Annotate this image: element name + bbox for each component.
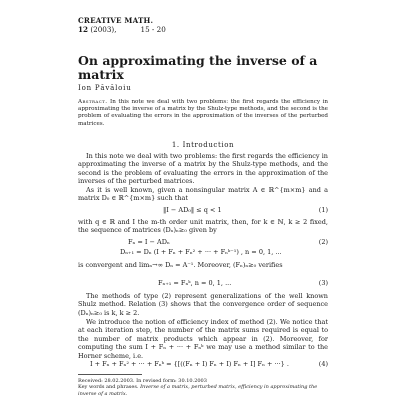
keywords-label: Key words and phrases. <box>78 384 139 391</box>
paragraph-6 <box>78 318 328 360</box>
abstract <box>78 99 328 128</box>
paragraph-1 <box>78 152 328 186</box>
section-title: Introduction <box>182 141 235 149</box>
paragraph-4 <box>78 261 328 269</box>
volume-line <box>78 25 166 34</box>
paragraph-3 <box>78 218 328 235</box>
section-number: 1. <box>171 141 180 149</box>
equation-body: ‖I − AD₀‖ ≤ q < 1 <box>163 206 222 214</box>
paragraph-text: is convergent and limₙ→∞ Dₙ = A⁻¹. Moreover, (Fₙ)ₙ≥₀ verifies <box>78 261 283 269</box>
abstract-text: In this note we deal with two problems: the first regards the efficiency in approximating the inverse of a matrix by the Shulz-type methods, and the second is the problem of evaluating the errors in the approximation of the inverses of the perturbed matrices. <box>78 99 328 127</box>
year: (2003), <box>90 25 117 34</box>
keywords-text: Inverse of a matrix, perturbed matrix, efficiency in approximating the inverse of a matrix. <box>78 384 318 397</box>
equation-2 <box>78 238 328 256</box>
abstract-label: Abstract. <box>78 99 108 105</box>
equation-number: (3) <box>318 279 328 287</box>
equation-number: (4) <box>318 360 328 368</box>
footnote <box>78 378 328 397</box>
equation-1 <box>78 206 328 215</box>
journal-name: CREATIVE MATH. <box>78 16 154 25</box>
equation-number: (2) <box>318 238 328 246</box>
keywords-line <box>78 384 328 397</box>
paragraph-text: with q ∈ ℝ and I the m-th order unit matrix, then, for k ∈ ℕ, k ≥ 2 fixed, the sequence of matrices (Dₙ)ₙ≥₀ given by <box>78 218 328 235</box>
section-heading <box>78 141 328 149</box>
equation-line-2: Dₙ₊₁ = Dₙ (I + Fₙ + Fₙ² + ··· + Fₙᵏ⁻¹) , n = 0, 1, ... <box>120 248 282 256</box>
equation-3 <box>78 279 328 288</box>
paragraph-5 <box>78 292 328 317</box>
equation-body: Fₙ₊₁ = Fₙᵏ, n = 0, 1, ... <box>158 279 232 287</box>
equation-body: I + Fₙ + Fₙ² + ··· + Fₙᵏ = {[((Fₙ + I) Fₙ + I) Fₙ + I] Fₙ + ···} . <box>90 360 289 368</box>
journal-header <box>78 16 166 34</box>
equation-number: (1) <box>318 206 328 214</box>
paragraph-text: In this note we deal with two problems: the first regards the efficiency in approximating the inverse of a matrix by the Shulz-type methods, and the second is the problem of evaluating the errors in the approximation of the inverses of the perturbed matrices. <box>78 152 328 186</box>
author-name: Ion Păvăloiu <box>78 84 132 92</box>
volume-number: 12 <box>78 25 89 34</box>
equation-4 <box>78 360 328 369</box>
page-range: 15 - 20 <box>140 25 166 34</box>
equation-line-1: Fₙ = I − ADₙ <box>128 238 170 246</box>
paper-title: On approximating the inverse of a matrix <box>78 53 318 82</box>
paragraph-text: The methods of type (2) represent generalizations of the well known Shulz method. Relation (3) shows that the convergence order of sequence (Dₙ)ₙ≥₀ is k, k ≥ 2. <box>78 292 328 317</box>
paragraph-text: As it is well known, given a nonsingular matrix A ∈ ℝ^{m×m} and a matrix D₀ ∈ ℝ^{m×m} such that <box>78 186 328 203</box>
paragraph-2 <box>78 186 328 203</box>
paragraph-text: We introduce the notion of efficiency index of method (2). We notice that at each iteration step, the number of the matrix sums required is equal to the number of matrix products which appear in (2). Moreover, for computing the sum I + Fₙ + ··· + Fₙᵏ we may use a method similar to the Horner scheme, i.e. <box>78 318 328 360</box>
received-dates: Received: 28.02.2003. In revised form: 30.10.2003 <box>78 378 207 384</box>
footnote-divider <box>78 374 142 375</box>
